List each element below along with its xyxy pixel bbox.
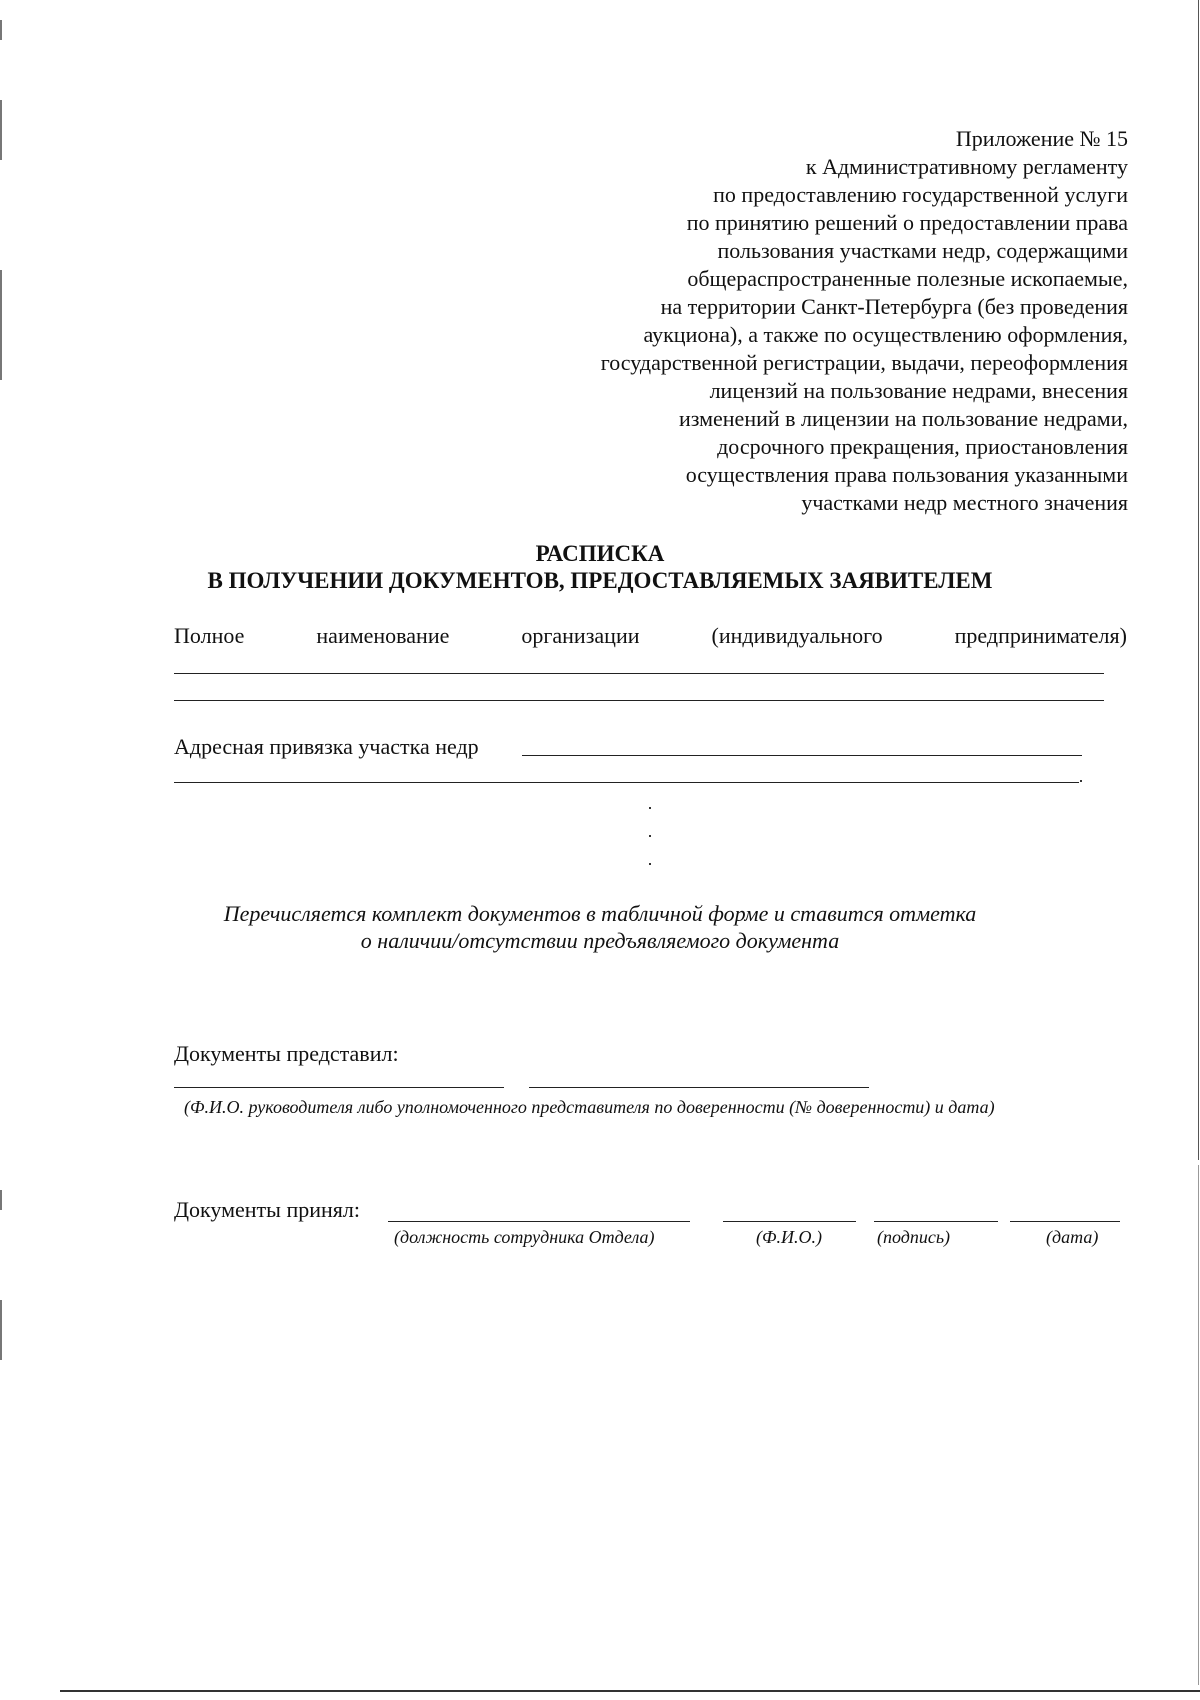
scan-edge-left — [0, 1300, 2, 1360]
appendix-line: лицензий на пользование недрами, внесения — [709, 378, 1128, 403]
appendix-line: на территории Санкт-Петербурга (без проведения — [660, 294, 1128, 319]
appendix-line: по принятию решений о предоставлении права — [686, 210, 1128, 235]
presented-by-signature-line[interactable] — [529, 1087, 869, 1088]
full-name-field-line-1[interactable] — [174, 673, 1104, 674]
caption-signature: (подпись) — [877, 1227, 951, 1247]
scan-edge-left — [0, 20, 2, 40]
caption-fio: (Ф.И.О.) — [756, 1227, 822, 1247]
appendix-line: аукциона), а также по осуществлению оформления, — [643, 322, 1128, 347]
scan-edge-bottom — [60, 1690, 1200, 1692]
accepted-date-line[interactable] — [1010, 1221, 1120, 1222]
period-mark — [1080, 780, 1082, 782]
appendix-line: осуществления права пользования указанными — [685, 462, 1128, 487]
accepted-by-label: Документы принял: — [174, 1197, 360, 1222]
accepted-position-line[interactable] — [388, 1221, 690, 1222]
instruction-note-line-2: о наличии/отсутствии предъявляемого документа — [360, 928, 840, 953]
address-field-line-1[interactable] — [522, 755, 1082, 756]
full-name-word: (индивидуального — [711, 623, 883, 648]
address-label: Адресная привязка участка недр — [174, 734, 479, 759]
instruction-note-line-1: Перечисляется комплект документов в табличной форме и ставится отметка — [223, 901, 977, 926]
appendix-line: досрочного прекращения, приостановления — [717, 434, 1128, 459]
appendix-line: пользования участками недр, содержащими — [717, 238, 1128, 263]
full-name-word: Полное — [174, 623, 245, 648]
appendix-line: Приложение № 15 — [955, 126, 1128, 151]
address-field-line-2[interactable] — [174, 782, 1079, 783]
full-name-word: предпринимателя) — [954, 623, 1127, 648]
caption-position: (должность сотрудника Отдела) — [394, 1227, 655, 1247]
presented-by-hint: (Ф.И.О. руководителя либо уполномоченного представителя по доверенности (№ доверенности) и дата) — [184, 1097, 995, 1117]
full-name-word: наименование — [316, 623, 450, 648]
scan-edge-left — [0, 100, 2, 160]
appendix-header — [508, 125, 1128, 517]
full-name-word: организации — [521, 623, 640, 648]
appendix-line: общераспространенные полезные ископаемые, — [687, 266, 1128, 291]
presented-by-label: Документы представил: — [174, 1041, 399, 1066]
appendix-line: изменений в лицензии на пользование недрами, — [678, 406, 1128, 431]
appendix-line: государственной регистрации, выдачи, переоформления — [600, 350, 1128, 375]
caption-date: (дата) — [1046, 1227, 1099, 1247]
scan-edge-left — [0, 270, 2, 380]
accepted-signature-line[interactable] — [874, 1221, 998, 1222]
ellipsis-dot — [649, 835, 651, 837]
appendix-line: к Административному регламенту — [805, 154, 1128, 179]
accepted-fio-line[interactable] — [723, 1221, 856, 1222]
ellipsis-dot — [649, 807, 651, 809]
full-name-field-line-2[interactable] — [174, 700, 1104, 701]
presented-by-name-line[interactable] — [174, 1087, 504, 1088]
full-name-label — [174, 622, 1127, 650]
document-subtitle: В ПОЛУЧЕНИИ ДОКУМЕНТОВ, ПРЕДОСТАВЛЯЕМЫХ ЗАЯВИТЕЛЕМ — [207, 568, 993, 593]
scan-edge-left — [0, 1190, 2, 1210]
appendix-line: по предоставлению государственной услуги — [713, 182, 1128, 207]
appendix-line: участками недр местного значения — [801, 490, 1128, 515]
document-title: РАСПИСКА — [535, 541, 665, 566]
ellipsis-dot — [649, 863, 651, 865]
scan-edge-right-lower — [1198, 1165, 1199, 1685]
